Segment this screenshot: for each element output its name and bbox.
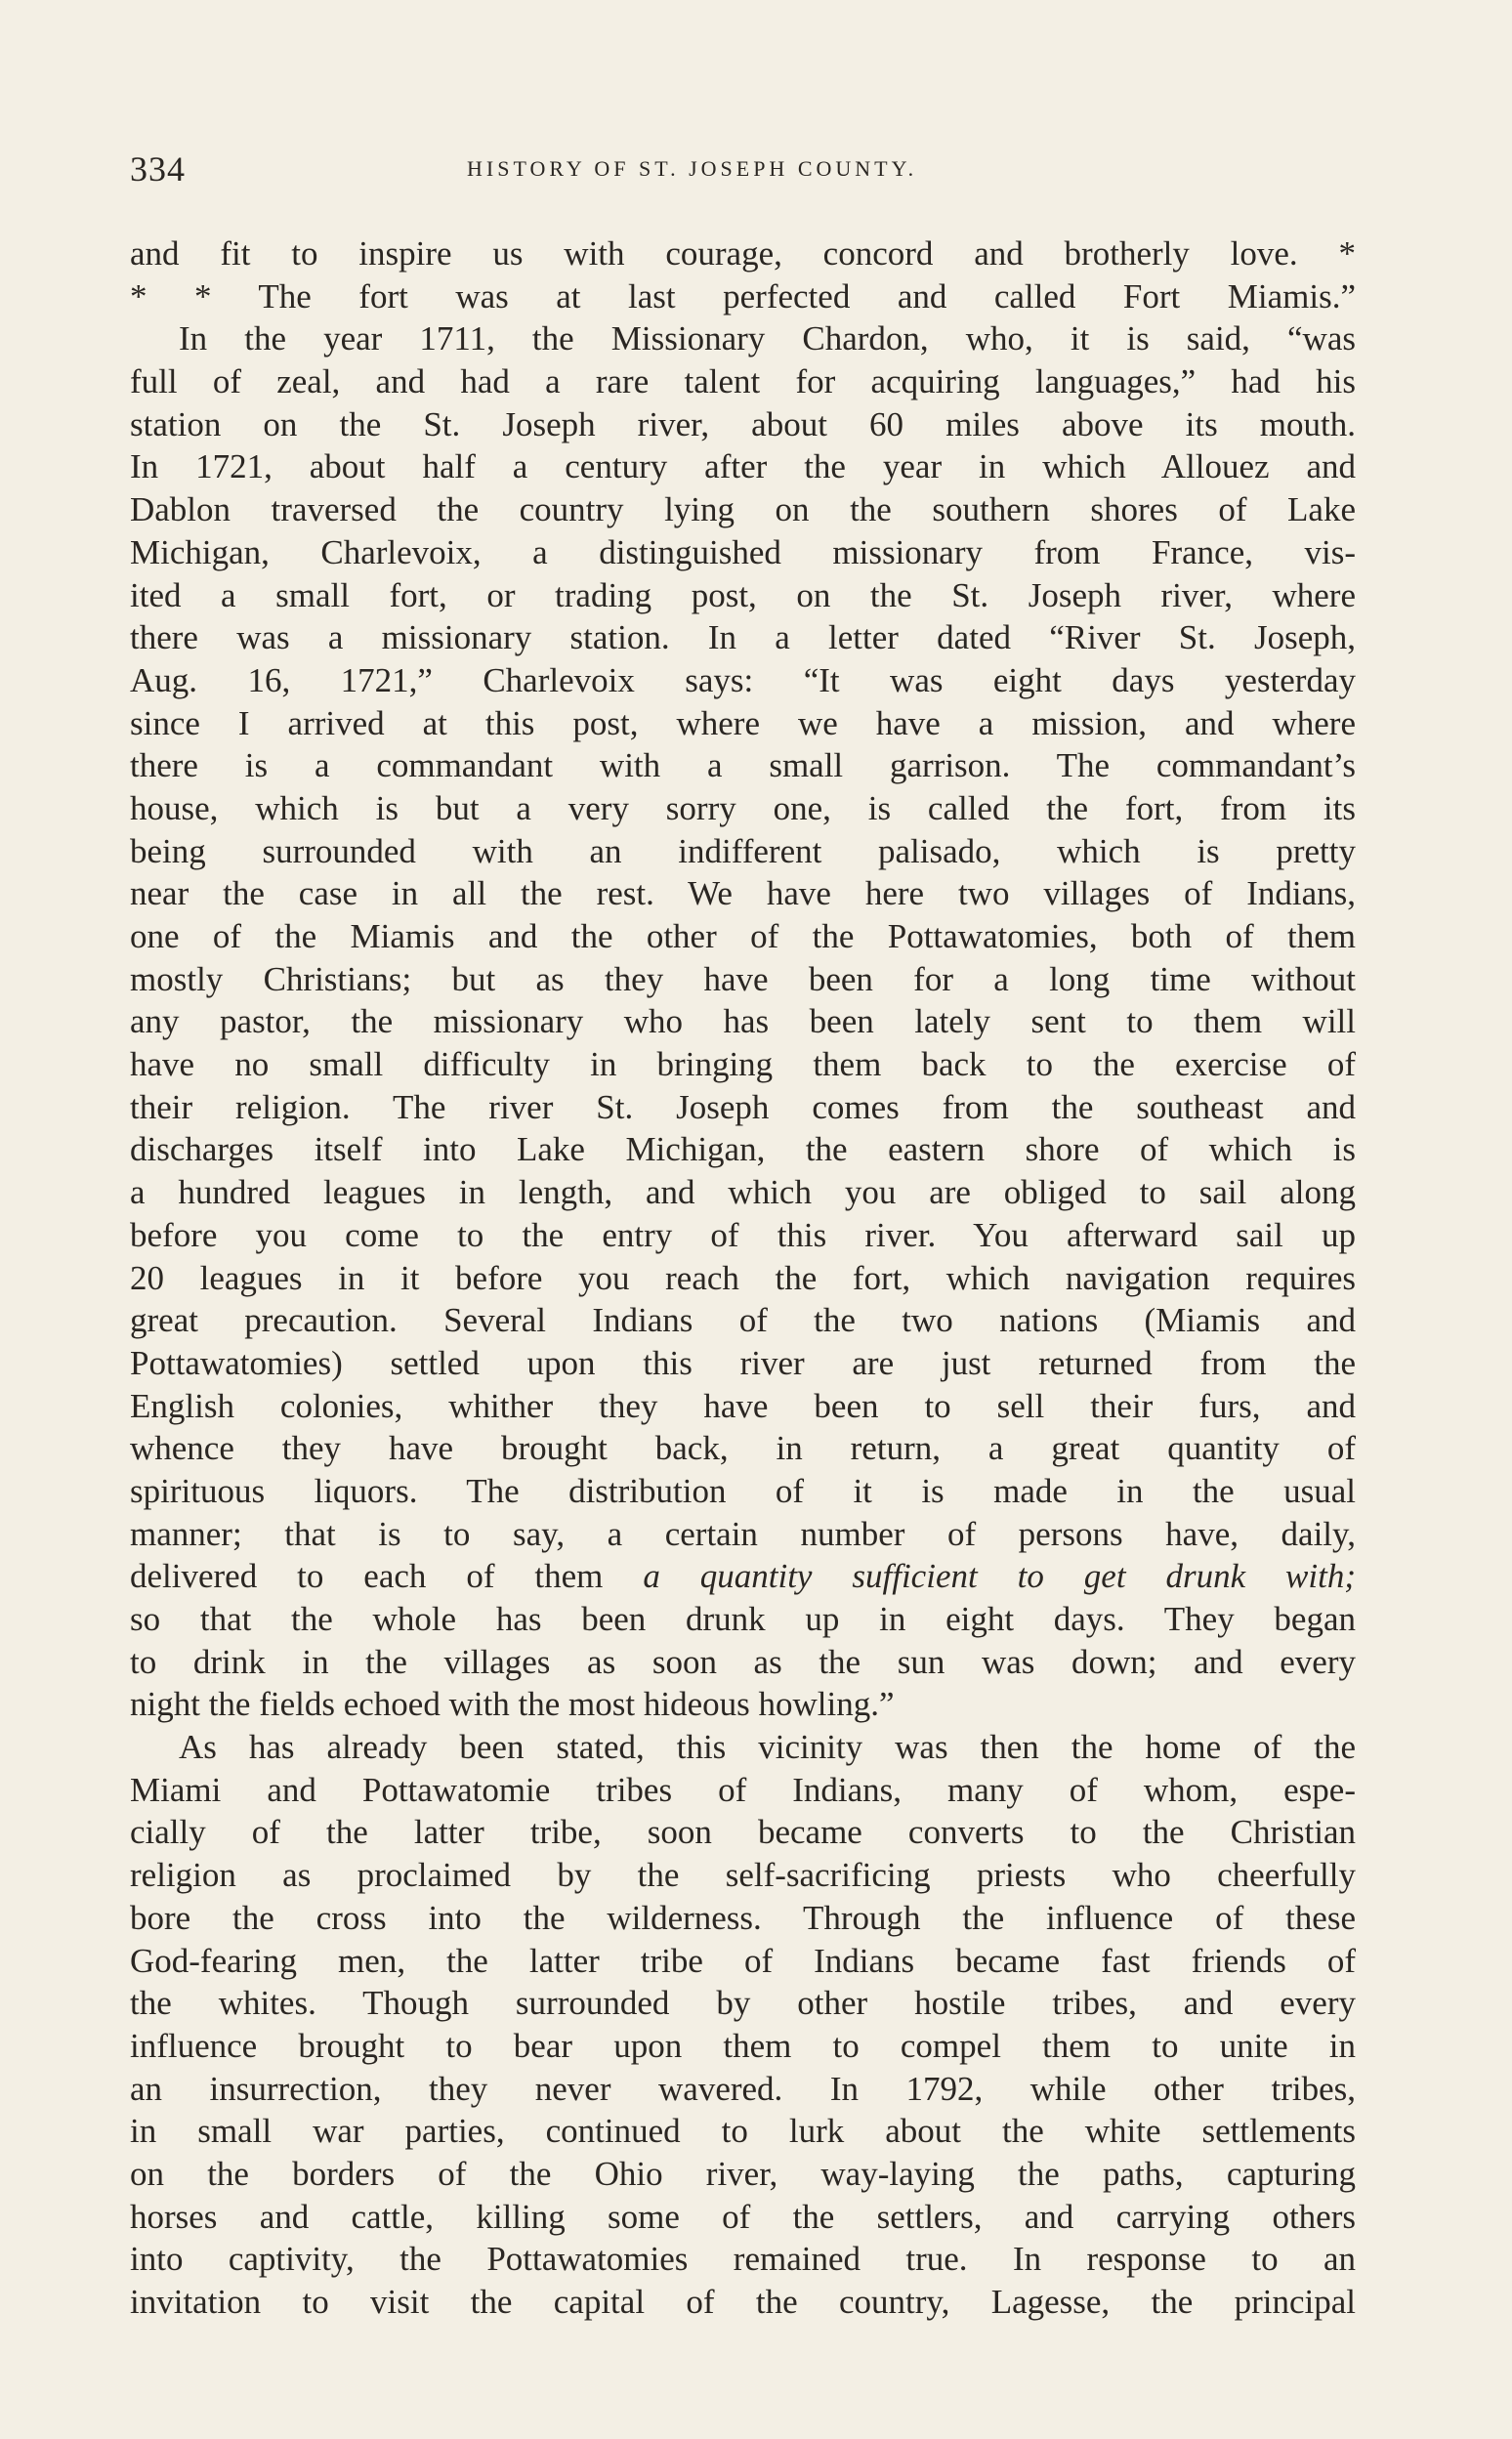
text-line: so that the whole has been drunk up in eight days. They began (130, 1600, 1356, 1638)
text-line: discharges itself into Lake Michigan, the eastern shore of which is (130, 1130, 1356, 1169)
text-line: Michigan, Charlevoix, a distinguished missionary from France, vis- (130, 532, 1356, 571)
text-line: there was a missionary station. In a letter dated “River St. Joseph, (130, 618, 1356, 657)
text-line: house, which is but a very sorry one, is called the fort, from its (130, 788, 1356, 827)
text-line: bore the cross into the wilderness. Through the influence of these (130, 1898, 1356, 1937)
text-line: Aug. 16, 1721,” Charlevoix says: “It was eight days yesterday (130, 660, 1356, 699)
text-line: in small war parties, continued to lurk about the white settlements (130, 2112, 1356, 2151)
text-line: since I arrived at this post, where we have a mission, and where (130, 703, 1356, 742)
text-line: near the case in all the rest. We have here two villages of Indians, (130, 874, 1356, 913)
text-segment: delivered to each of them (130, 1557, 604, 1596)
text-line: any pastor, the missionary who has been lately sent to them will (130, 1002, 1356, 1041)
text-line: In the year 1711, the Missionary Chardon, who, it is said, “was (179, 319, 1356, 358)
text-line: God-fearing men, the latter tribe of Indians became fast friends of (130, 1941, 1356, 1980)
text-line: Pottawatomies) settled upon this river are just returned from the (130, 1343, 1356, 1382)
text-line: full of zeal, and had a rare talent for acquiring languages,” had his (130, 362, 1356, 401)
text-line: * * The fort was at last perfected and called Fort Miamis.” (130, 276, 1356, 315)
text-line: before you come to the entry of this river. You afterward sail up (130, 1215, 1356, 1254)
text-line: Dablon traversed the country lying on the southern shores of Lake (130, 490, 1356, 529)
text-line: whence they have brought back, in return, a great quantity of (130, 1429, 1356, 1468)
text-line: cially of the latter tribe, soon became converts to the Christian (130, 1813, 1356, 1852)
text-line: ited a small fort, or trading post, on the St. Joseph river, where (130, 575, 1356, 614)
text-line: have no small difficulty in bringing them back to the exercise of (130, 1045, 1356, 1084)
running-head (130, 148, 1356, 197)
text-line: and fit to inspire us with courage, concord and brotherly love. * (130, 234, 1356, 273)
running-title: HISTORY OF ST. JOSEPH COUNTY. (467, 156, 918, 181)
italic-phrase: a quantity sufficient to get drunk with; (643, 1557, 1356, 1596)
text-line: into captivity, the Pottawatomies remained true. In response to an (130, 2240, 1356, 2279)
text-line: one of the Miamis and the other of the Pottawatomies, both of them (130, 917, 1356, 955)
text-line: horses and cattle, killing some of the settlers, and carrying others (130, 2197, 1356, 2236)
text-line: on the borders of the Ohio river, way-laying the paths, capturing (130, 2154, 1356, 2193)
text-line: mostly Christians; but as they have been for a long time without (130, 959, 1356, 998)
text-line: As has already been stated, this vicinity was then the home of the (179, 1728, 1356, 1767)
text-line: great precaution. Several Indians of the two nations (Miamis and (130, 1301, 1356, 1340)
text-line: religion as proclaimed by the self-sacrificing priests who cheerfully (130, 1856, 1356, 1895)
text-line: influence brought to bear upon them to compel them to unite in (130, 2026, 1356, 2065)
body-text (130, 232, 1356, 2324)
text-line: a hundred leagues in length, and which you are obliged to sail along (130, 1173, 1356, 1212)
text-line: the whites. Though surrounded by other hostile tribes, and every (130, 1984, 1356, 2023)
text-line: station on the St. Joseph river, about 60 miles above its mouth. (130, 404, 1356, 443)
text-line-with-italic (130, 1555, 1356, 1598)
text-line: their religion. The river St. Joseph comes from the southeast and (130, 1087, 1356, 1126)
text-line: spirituous liquors. The distribution of it is made in the usual (130, 1471, 1356, 1510)
text-line: to drink in the villages as soon as the sun was down; and every (130, 1642, 1356, 1681)
text-line: an insurrection, they never wavered. In 1792, while other tribes, (130, 2069, 1356, 2108)
text-line: English colonies, whither they have been to sell their furs, and (130, 1386, 1356, 1425)
text-line: In 1721, about half a century after the year in which Allouez and (130, 447, 1356, 486)
text-line: night the fields echoed with the most hideous howling.” (130, 1685, 895, 1724)
text-line: 20 leagues in it before you reach the fort, which navigation requires (130, 1258, 1356, 1297)
text-line: manner; that is to say, a certain number of persons have, daily, (130, 1514, 1356, 1553)
text-line: there is a commandant with a small garrison. The commandant’s (130, 746, 1356, 785)
page-number: 334 (130, 149, 186, 189)
text-line: invitation to visit the capital of the country, Lagesse, the principal (130, 2283, 1356, 2321)
text-line: being surrounded with an indifferent palisado, which is pretty (130, 831, 1356, 870)
text-line: Miami and Pottawatomie tribes of Indians, many of whom, espe- (130, 1770, 1356, 1809)
